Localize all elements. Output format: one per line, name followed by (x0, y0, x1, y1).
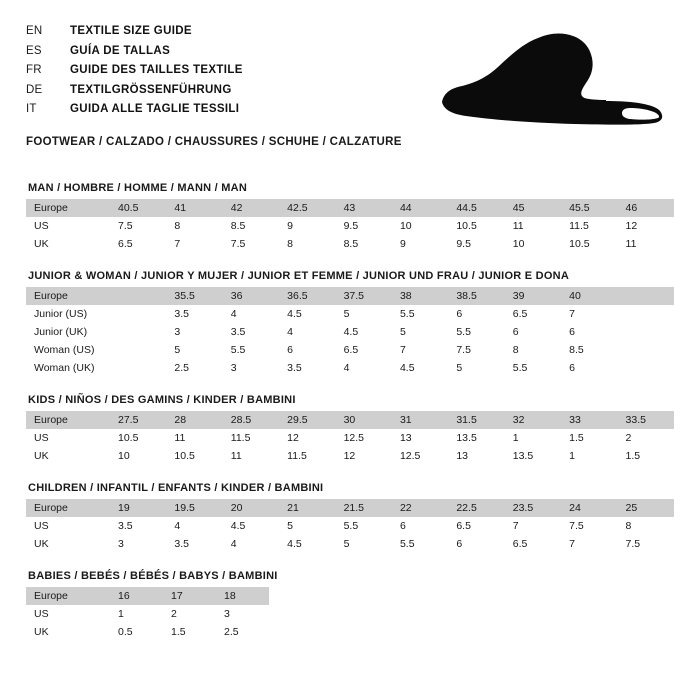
language-title: GUIDA ALLE TAGLIE TESSILI (70, 103, 240, 115)
cell: 8 (618, 517, 674, 535)
language-code: ES (26, 44, 42, 57)
cell: 4.5 (279, 305, 335, 323)
cell: 6.5 (336, 341, 392, 359)
cell: 5.5 (392, 305, 448, 323)
cell: 6 (392, 517, 448, 535)
cell: 22.5 (448, 499, 504, 517)
cell: 16 (110, 587, 163, 605)
cell: 40.5 (110, 199, 166, 217)
language-code: FR (26, 64, 42, 76)
cell: 5 (279, 517, 335, 535)
cell: 8.5 (223, 217, 279, 235)
cell: 10 (505, 235, 561, 253)
cell (618, 323, 674, 341)
cell: 9.5 (448, 235, 504, 253)
table-row (26, 605, 269, 623)
cell: 37.5 (336, 287, 392, 305)
cell: 7.5 (110, 217, 166, 235)
cell (618, 359, 674, 377)
row-label: UK (26, 535, 110, 553)
cell: 38 (392, 287, 448, 305)
cell: 7 (561, 535, 617, 553)
cell: 43 (336, 199, 392, 217)
cell: 1.5 (163, 623, 216, 641)
row-label: US (26, 217, 110, 235)
cell: 10 (110, 447, 166, 465)
cell: 30 (336, 411, 392, 429)
cell (618, 341, 674, 359)
language-code: IT (26, 103, 37, 115)
cell: 25 (618, 499, 674, 517)
cell: 38.5 (448, 287, 504, 305)
cell: 8.5 (561, 341, 617, 359)
row-label: Europe (26, 411, 110, 429)
row-label: UK (26, 447, 110, 465)
table-row (26, 287, 674, 305)
size-table (26, 287, 674, 377)
cell: 5.5 (336, 517, 392, 535)
cell: 2 (618, 429, 674, 447)
table-row (26, 499, 674, 517)
cell: 5.5 (448, 323, 504, 341)
size-table (26, 499, 674, 553)
row-label: US (26, 429, 110, 447)
cell: 3 (110, 535, 166, 553)
size-group-babies (26, 570, 674, 641)
cell: 3 (216, 605, 269, 623)
cell: 11 (166, 429, 222, 447)
cell: 4 (336, 359, 392, 377)
cell: 21.5 (336, 499, 392, 517)
cell: 12 (618, 217, 674, 235)
table-row (26, 429, 674, 447)
cell: 13 (392, 429, 448, 447)
cell: 42.5 (279, 199, 335, 217)
cell: 2.5 (216, 623, 269, 641)
cell: 1.5 (618, 447, 674, 465)
cell: 5.5 (505, 359, 561, 377)
cell: 10.5 (561, 235, 617, 253)
cell: 12 (336, 447, 392, 465)
language-title: GUIDE DES TAILLES TEXTILE (70, 64, 243, 76)
cell (618, 305, 674, 323)
cell: 4.5 (279, 535, 335, 553)
cell: 18 (216, 587, 269, 605)
table-row (26, 411, 674, 429)
cell: 41 (166, 199, 222, 217)
cell: 7 (166, 235, 222, 253)
cell: 33 (561, 411, 617, 429)
cell: 7 (505, 517, 561, 535)
cell: 11.5 (561, 217, 617, 235)
cell: 28 (166, 411, 222, 429)
cell: 9.5 (336, 217, 392, 235)
dress-shoe-icon (434, 30, 670, 126)
cell: 7.5 (448, 341, 504, 359)
cell: 7.5 (618, 535, 674, 553)
cell (618, 287, 674, 305)
cell: 23.5 (505, 499, 561, 517)
cell: 12.5 (392, 447, 448, 465)
cell: 6.5 (448, 517, 504, 535)
row-label: US (26, 605, 110, 623)
table-row (26, 341, 674, 359)
cell: 10 (392, 217, 448, 235)
table-row (26, 587, 269, 605)
row-label: Europe (26, 287, 110, 305)
cell: 1 (505, 429, 561, 447)
cell: 2.5 (166, 359, 222, 377)
language-code: EN (26, 25, 43, 37)
row-label: UK (26, 235, 110, 253)
cell (110, 341, 166, 359)
cell: 6.5 (505, 535, 561, 553)
cell: 36 (223, 287, 279, 305)
cell: 42 (223, 199, 279, 217)
cell: 0.5 (110, 623, 163, 641)
document-header (26, 22, 674, 148)
cell: 17 (163, 587, 216, 605)
cell: 32 (505, 411, 561, 429)
cell: 6 (561, 359, 617, 377)
table-row (26, 235, 674, 253)
cell: 3.5 (110, 517, 166, 535)
cell: 12 (279, 429, 335, 447)
row-label: Junior (US) (26, 305, 110, 323)
cell: 13.5 (505, 447, 561, 465)
category-line: FOOTWEAR / CALZADO / CHAUSSURES / SCHUHE / CALZATURE (26, 135, 402, 148)
row-label: US (26, 517, 110, 535)
size-group-junior-woman (26, 270, 674, 377)
cell: 4 (279, 323, 335, 341)
row-label: Europe (26, 587, 110, 605)
cell: 5 (448, 359, 504, 377)
group-title: JUNIOR & WOMAN / JUNIOR Y MUJER / JUNIOR ET FEMME / JUNIOR UND FRAU / JUNIOR E DONA (28, 269, 570, 282)
size-group-kids (26, 394, 674, 465)
cell: 2 (163, 605, 216, 623)
cell (110, 323, 166, 341)
cell: 4.5 (336, 323, 392, 341)
cell: 6 (448, 535, 504, 553)
cell: 12.5 (336, 429, 392, 447)
table-row (26, 305, 674, 323)
cell: 10.5 (448, 217, 504, 235)
cell: 5 (336, 535, 392, 553)
cell: 13.5 (448, 429, 504, 447)
cell: 11.5 (223, 429, 279, 447)
cell: 7 (392, 341, 448, 359)
cell: 36.5 (279, 287, 335, 305)
table-row (26, 623, 269, 641)
cell: 33.5 (618, 411, 674, 429)
row-label: Europe (26, 499, 110, 517)
cell: 29.5 (279, 411, 335, 429)
cell: 20 (223, 499, 279, 517)
cell: 6 (561, 323, 617, 341)
table-row (26, 535, 674, 553)
group-title: CHILDREN / INFANTIL / ENFANTS / KINDER / BAMBINI (28, 481, 324, 494)
cell: 11 (223, 447, 279, 465)
cell: 46 (618, 199, 674, 217)
cell: 4 (223, 305, 279, 323)
cell: 7 (561, 305, 617, 323)
cell: 3.5 (166, 535, 222, 553)
cell: 4.5 (223, 517, 279, 535)
cell: 11.5 (279, 447, 335, 465)
cell: 3 (166, 323, 222, 341)
size-group-children (26, 482, 674, 553)
cell: 9 (392, 235, 448, 253)
cell: 4.5 (392, 359, 448, 377)
cell: 10.5 (166, 447, 222, 465)
group-title: BABIES / BEBÉS / BÉBÉS / BABYS / BAMBINI (28, 569, 278, 582)
cell: 8 (279, 235, 335, 253)
cell: 13 (448, 447, 504, 465)
cell: 6 (448, 305, 504, 323)
cell: 3.5 (166, 305, 222, 323)
size-table (26, 411, 674, 465)
table-row (26, 323, 674, 341)
size-table (26, 199, 674, 253)
cell: 11 (618, 235, 674, 253)
cell: 3 (223, 359, 279, 377)
cell: 8 (166, 217, 222, 235)
cell: 1 (561, 447, 617, 465)
language-title: TEXTILGRÖSSENFÜHRUNG (70, 83, 232, 96)
cell: 7.5 (223, 235, 279, 253)
cell: 5 (166, 341, 222, 359)
cell: 40 (561, 287, 617, 305)
group-title: KIDS / NIÑOS / DES GAMINS / KINDER / BAMBINI (28, 393, 296, 406)
size-tables (26, 182, 674, 641)
cell: 11 (505, 217, 561, 235)
row-label: Woman (US) (26, 341, 110, 359)
cell (110, 287, 166, 305)
cell: 5 (336, 305, 392, 323)
language-title: TEXTILE SIZE GUIDE (70, 25, 192, 37)
row-label: UK (26, 623, 110, 641)
cell: 27.5 (110, 411, 166, 429)
cell: 6 (279, 341, 335, 359)
cell: 19.5 (166, 499, 222, 517)
size-group-man (26, 182, 674, 253)
cell: 24 (561, 499, 617, 517)
cell (110, 305, 166, 323)
table-row (26, 199, 674, 217)
cell: 31.5 (448, 411, 504, 429)
cell: 10.5 (110, 429, 166, 447)
cell: 7.5 (561, 517, 617, 535)
cell: 3.5 (223, 323, 279, 341)
cell: 44.5 (448, 199, 504, 217)
cell: 45 (505, 199, 561, 217)
cell: 22 (392, 499, 448, 517)
cell: 6.5 (110, 235, 166, 253)
row-label: Junior (UK) (26, 323, 110, 341)
group-title: MAN / HOMBRE / HOMME / MANN / MAN (28, 181, 248, 194)
cell: 1.5 (561, 429, 617, 447)
size-table (26, 587, 269, 641)
cell: 5.5 (223, 341, 279, 359)
language-title: GUÍA DE TALLAS (70, 44, 171, 57)
cell: 21 (279, 499, 335, 517)
cell: 31 (392, 411, 448, 429)
table-row (26, 217, 674, 235)
row-label: Europe (26, 199, 110, 217)
cell: 8.5 (336, 235, 392, 253)
cell: 39 (505, 287, 561, 305)
cell: 44 (392, 199, 448, 217)
cell: 5 (392, 323, 448, 341)
cell: 45.5 (561, 199, 617, 217)
table-row (26, 447, 674, 465)
row-label: Woman (UK) (26, 359, 110, 377)
cell: 28.5 (223, 411, 279, 429)
cell: 19 (110, 499, 166, 517)
cell: 4 (166, 517, 222, 535)
cell: 6 (505, 323, 561, 341)
cell (110, 359, 166, 377)
cell: 9 (279, 217, 335, 235)
language-code: DE (26, 83, 43, 96)
table-row (26, 517, 674, 535)
cell: 5.5 (392, 535, 448, 553)
cell: 6.5 (505, 305, 561, 323)
cell: 4 (223, 535, 279, 553)
table-row (26, 359, 674, 377)
cell: 1 (110, 605, 163, 623)
cell: 3.5 (279, 359, 335, 377)
cell: 35.5 (166, 287, 222, 305)
cell: 8 (505, 341, 561, 359)
